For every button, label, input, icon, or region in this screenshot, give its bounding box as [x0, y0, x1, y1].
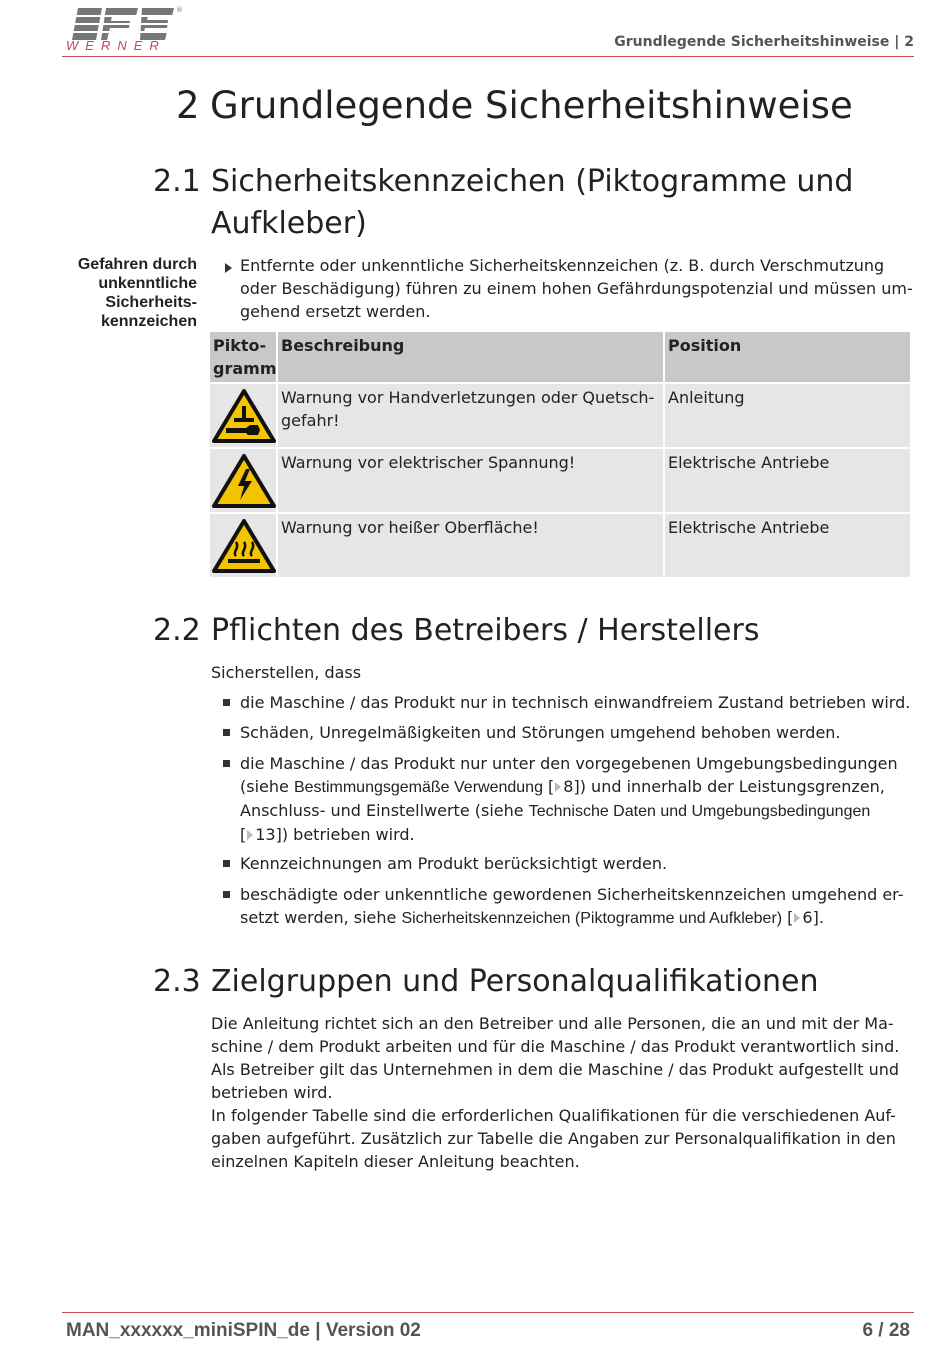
- row-description: [278, 449, 665, 514]
- list-item: [211, 691, 911, 714]
- list-line: [: [542, 777, 555, 796]
- cross-reference-link[interactable]: Technische Daten und Umgebungsbedingungen: [528, 803, 871, 820]
- footer-divider: [62, 1312, 914, 1313]
- cross-reference-link[interactable]: Bestimmungsgemäße Verwendung: [293, 779, 543, 796]
- header-description: Beschreibung: [278, 332, 665, 384]
- paragraph-line: gaben aufgeführt. Zusätzlich zur Tabelle die Angaben zur Personalqualifikation in den: [211, 1129, 896, 1148]
- list-item: [211, 752, 911, 846]
- paragraph-line: schine / dem Produkt arbeiten und für die Maschine / das Produkt verantwortlich sind.: [211, 1037, 900, 1056]
- paragraph-line: gehend ersetzt werden.: [240, 302, 431, 321]
- section-2-1-number: 2.1: [153, 164, 201, 199]
- margin-note: [40, 255, 197, 331]
- section-2-2-number: 2.2: [153, 613, 201, 648]
- section-2-3-title: Zielgruppen und Personalqualifikationen: [211, 964, 819, 999]
- pictogram-cell: [210, 384, 278, 449]
- list-line: [: [240, 825, 247, 844]
- table-header-row: [210, 332, 910, 384]
- list-item-text: Kennzeichnungen am Produkt berücksichtigt werden.: [240, 854, 668, 873]
- list-item-text: die Maschine / das Produkt nur in technisch einwandfreiem Zustand betrieben wird.: [240, 693, 911, 712]
- header-position: Position: [665, 332, 910, 384]
- paragraph-line: Entfernte oder unkenntliche Sicherheitskennzeichen (z. B. durch Verschmutzung: [240, 256, 885, 275]
- description-line: gefahr!: [281, 411, 340, 430]
- pictogram-table: [210, 332, 910, 579]
- list-line: die Maschine / das Produkt nur unter den vorgegebenen Umgebungsbedingungen: [240, 754, 898, 773]
- header-pictogram: [210, 332, 278, 384]
- logo-text: WERNER: [66, 38, 166, 53]
- list-item: [211, 883, 911, 930]
- square-bullet-icon: [223, 729, 230, 736]
- paragraph-line: oder Beschädigung) führen zu einem hohen Gefährdungspotenzial und müssen um-: [240, 279, 913, 298]
- list-item-text: [240, 752, 911, 846]
- square-bullet-icon: [223, 860, 230, 867]
- pictogram-cell: [210, 514, 278, 579]
- section-2-1-title: [211, 161, 853, 245]
- list-line: [: [782, 908, 794, 927]
- list-line: Anschluss- und Einstellwerte (siehe: [240, 801, 529, 820]
- pictogram-cell: [210, 449, 278, 514]
- svg-text:®: ®: [176, 6, 183, 14]
- header-pictogram-line1: Pikto-: [213, 336, 267, 355]
- paragraph-line: Die Anleitung richtet sich an den Betreiber und alle Personen, die an und mit der Ma-: [211, 1014, 894, 1033]
- table-row: [210, 514, 910, 579]
- triangle-bullet-icon: [225, 263, 232, 273]
- row-position: Elektrische Antriebe: [665, 514, 910, 579]
- list-item-text: Schäden, Unregelmäßigkeiten und Störungen umgehend behoben werden.: [240, 723, 841, 742]
- section-2-3-paragraph: [211, 1012, 911, 1173]
- square-bullet-icon: [223, 699, 230, 706]
- chapter-number: 2: [176, 84, 200, 127]
- running-header: Grundlegende Sicherheitshinweise | 2: [614, 34, 914, 50]
- warning-paragraph: [240, 254, 920, 323]
- table-row: [210, 449, 910, 514]
- page-reference[interactable]: 6: [802, 908, 813, 927]
- page-ref-arrow-icon: [247, 830, 253, 840]
- description-line: Warnung vor heißer Oberfläche!: [281, 518, 539, 537]
- margin-note-line: kennzeichen: [100, 313, 197, 330]
- page-number: 6 / 28: [862, 1320, 910, 1341]
- description-line: Warnung vor elektrischer Spannung!: [281, 453, 576, 472]
- paragraph-line: betrieben wird.: [211, 1083, 333, 1102]
- company-logo: [66, 4, 186, 54]
- section-2-3-number: 2.3: [153, 964, 201, 999]
- section-2-2-intro: Sicherstellen, dass: [211, 663, 362, 682]
- margin-note-line: Gefahren durch: [77, 256, 197, 273]
- description-line: Warnung vor Handverletzungen oder Quetsch-: [281, 388, 655, 407]
- list-item: [211, 721, 911, 744]
- row-description: [278, 514, 665, 579]
- list-line: ]) und innerhalb der Leistungsgrenzen,: [573, 777, 885, 796]
- list-item: [211, 852, 911, 875]
- list-line: ].: [812, 908, 824, 927]
- section-2-1-title-line1: Sicherheitskennzeichen (Piktogramme und: [211, 164, 854, 199]
- row-position: Elektrische Antriebe: [665, 449, 910, 514]
- row-description: [278, 384, 665, 449]
- paragraph-line: In folgender Tabelle sind die erforderlichen Qualifikationen für die verschiedenen Auf-: [211, 1106, 896, 1125]
- section-2-2-title: Pflichten des Betreibers / Herstellers: [211, 613, 760, 648]
- page-ref-arrow-icon: [555, 782, 561, 792]
- square-bullet-icon: [223, 891, 230, 898]
- square-bullet-icon: [223, 760, 230, 767]
- row-position: Anleitung: [665, 384, 910, 449]
- list-line: beschädigte oder unkenntliche gewordenen Sicherheitskennzeichen umgehend er-: [240, 885, 904, 904]
- header-pictogram-line2: gramm: [213, 359, 277, 378]
- chapter-title: Grundlegende Sicherheitshinweise: [210, 84, 853, 127]
- paragraph-line: einzelnen Kapiteln dieser Anleitung beachten.: [211, 1152, 580, 1171]
- hot-surface-warning-icon: [212, 518, 276, 574]
- page-ref-arrow-icon: [794, 913, 800, 923]
- electric-voltage-warning-icon: [212, 453, 276, 509]
- page-reference[interactable]: 13: [255, 825, 276, 844]
- margin-note-line: Sicherheits-: [105, 294, 197, 311]
- list-line: setzt werden, siehe: [240, 908, 402, 927]
- list-line: (siehe: [240, 777, 294, 796]
- list-item-text: [240, 883, 911, 930]
- page-reference[interactable]: 8: [563, 777, 574, 796]
- chapter-heading: [176, 84, 853, 128]
- list-line: ]) betrieben wird.: [275, 825, 415, 844]
- hand-injury-warning-icon: [212, 388, 276, 444]
- paragraph-line: Als Betreiber gilt das Unternehmen in dem die Maschine / das Produkt aufgestellt und: [211, 1060, 900, 1079]
- document-id: MAN_xxxxxx_miniSPIN_de | Version 02: [66, 1320, 421, 1341]
- table-row: [210, 384, 910, 449]
- margin-note-line: unkenntliche: [98, 275, 197, 292]
- section-2-1-title-line2: Aufkleber): [211, 206, 367, 241]
- header-divider: [62, 56, 914, 57]
- cross-reference-link[interactable]: Sicherheitskennzeichen (Piktogramme und Aufkleber): [401, 910, 783, 927]
